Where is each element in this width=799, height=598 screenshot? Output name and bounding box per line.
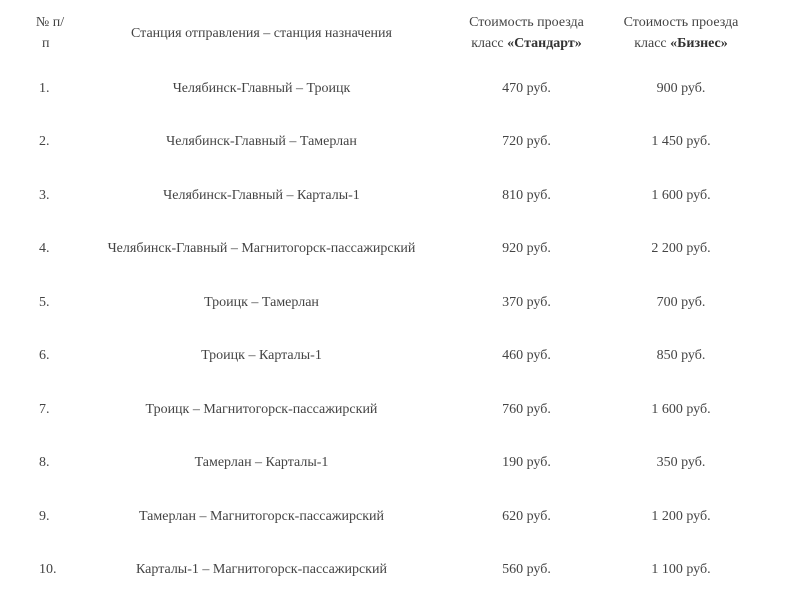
business-price-cell: 1 600 руб. [651,187,711,203]
table-row [22,276,758,330]
business-price-cell: 700 руб. [656,294,706,310]
route-cell: Тамерлан – Магнитогорск-пассажирский [138,508,385,524]
route-cell: Троицк – Карталы-1 [201,348,322,364]
header-business-class: «Бизнес» [670,36,728,51]
standard-price-cell: 370 руб. [502,294,551,310]
route-cell: Челябинск-Главный – Карталы-1 [163,187,360,203]
standard-price-cell: 920 руб. [502,241,551,257]
row-number: 2. [39,134,50,150]
header-number-line1: № п/ [35,15,65,30]
row-number: 3. [39,187,50,203]
row-number: 7. [39,401,50,417]
business-price-cell: 1 100 руб. [651,562,711,578]
header-business-prefix: класс [634,36,671,51]
table-row [22,330,758,384]
table-row [22,116,758,170]
header-route: Станция отправления – станция назначения [131,25,392,41]
header-standard-class: «Стандарт» [507,36,582,51]
route-cell: Тамерлан – Карталы-1 [194,455,329,471]
standard-price-cell: 190 руб. [502,455,551,471]
business-price-cell: 2 200 руб. [651,241,711,257]
standard-price-cell: 620 руб. [502,508,551,524]
row-number: 5. [39,294,50,310]
table-header-row [22,4,758,62]
header-business-line1: Стоимость проезда [623,15,739,30]
business-price-cell: 900 руб. [656,80,706,96]
standard-price-cell: 810 руб. [502,187,551,203]
table-row [22,223,758,277]
route-cell: Карталы-1 – Магнитогорск-пассажирский [136,562,387,578]
row-number: 10. [39,562,57,578]
header-standard [449,4,604,62]
row-number: 8. [39,455,50,471]
table-row [22,544,758,598]
table-row [22,490,758,544]
standard-price-cell: 470 руб. [502,80,551,96]
row-number: 9. [39,508,50,524]
row-number: 6. [39,348,50,364]
header-number [22,4,74,62]
table-row [22,62,758,116]
header-standard-prefix: класс [471,36,508,51]
fare-table [22,4,758,597]
table-row [22,169,758,223]
business-price-cell: 350 руб. [656,455,706,471]
standard-price-cell: 560 руб. [502,562,551,578]
header-number-line2: п [42,36,50,51]
business-price-cell: 1 600 руб. [651,401,711,417]
route-cell: Троицк – Магнитогорск-пассажирский [145,401,378,417]
standard-price-cell: 460 руб. [502,348,551,364]
row-number: 4. [39,241,50,257]
row-number: 1. [39,80,50,96]
table-row [22,437,758,491]
header-standard-line1: Стоимость проезда [469,15,584,30]
standard-price-cell: 720 руб. [502,134,551,150]
table-row [22,383,758,437]
table-body [22,62,758,597]
route-cell: Челябинск-Главный – Магнитогорск-пассажирский [107,241,416,257]
route-cell: Челябинск-Главный – Троицк [172,80,351,96]
business-price-cell: 1 450 руб. [651,134,711,150]
standard-price-cell: 760 руб. [502,401,551,417]
route-cell: Троицк – Тамерлан [204,294,319,310]
route-cell: Челябинск-Главный – Тамерлан [166,134,357,150]
business-price-cell: 1 200 руб. [651,508,711,524]
business-price-cell: 850 руб. [656,348,706,364]
header-business [604,4,758,62]
